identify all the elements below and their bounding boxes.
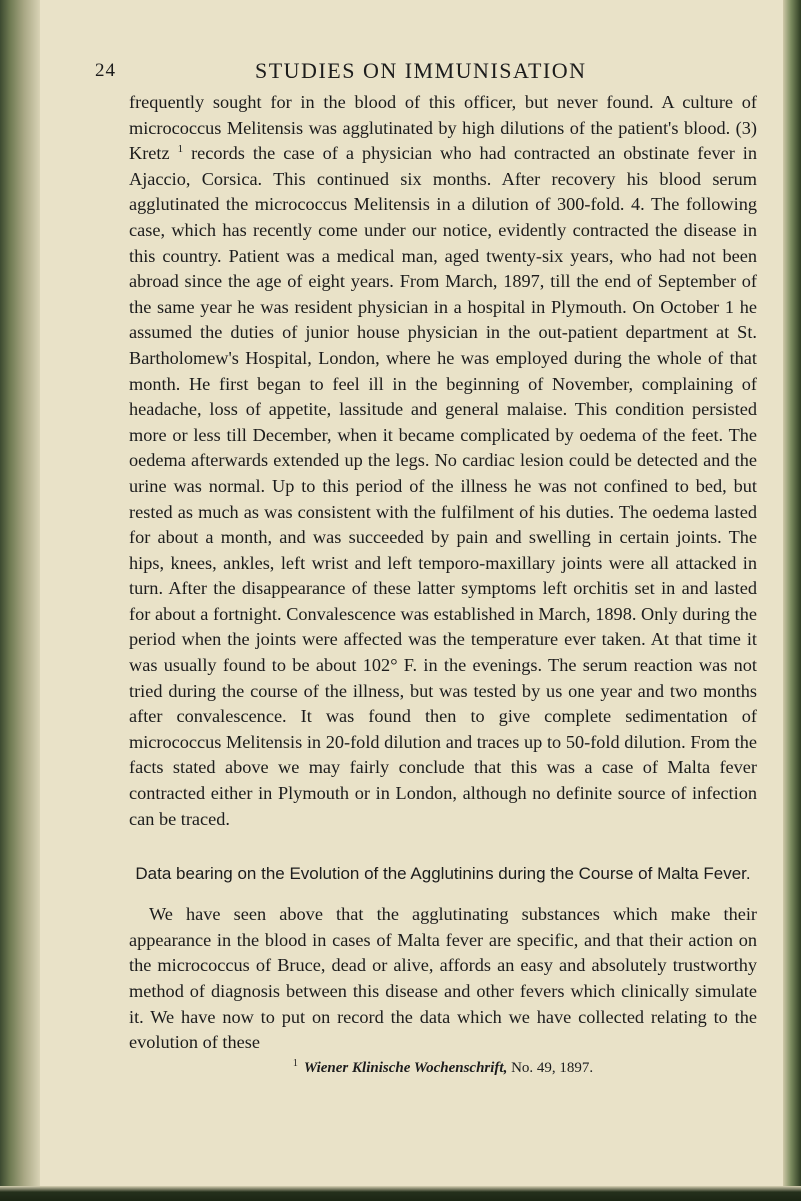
paragraph-text-part: records the case of a physician who had contracted an obstinate fever in Ajaccio, Corsica. This continued six months. After recovery his blood serum agglutinated the micrococcus Melitensis in a dilution of 300-fold. 4. The following case, which has recently come under our notice, evidently contracted the disease in this country. Patient was a medical man, aged twenty-six years, who had not been abroad since the age of eight years. From March, 1897, till the end of September of the same year he was resident physician in a hospital in Plymouth. On October 1 he assumed the duties of junior house physician in the out-patient department at St. Bartholomew's Hospital, London, where he was employed during the whole of that month. He first began to feel ill in the beginning of November, complaining of headache, loss of appetite, lassitude and general malaise. This condition persisted more or less till December, when it became complicated by oedema of the feet. The oedema afterwards extended up the legs. No cardiac lesion could be detected and the urine was normal. Up to this period of the illness he was not confined to bed, but rested as much as was consistent with the fulfilment of his duties. The oedema lasted for about a month, and was succeeded by pain and swelling in certain joints. The hips, knees, ankles, left wrist and left temporo-maxillary joints were all attacked in turn. After the disappearance of these latter symptoms left orchitis set in and lasted for about a fortnight. Convalescence was established in March, 1898. Only during the period when the joints were affected was the temperature ever taken. At that time it was usually found to be about 102° F. in the evenings. The serum reaction was not tried during the course of the illness, but was tested by us one year and two months after convalescence. It was found then to give complete sedimentation of micrococcus Melitensis in 20-fold dilution and traces up to 50-fold dilution. From the facts stated above we may fairly conclude that this was a case of Malta fever contracted either in Plymouth or in London, although no definite source of infection can be traced. — [129, 143, 757, 829]
footnote-reference: 1 — [177, 143, 184, 156]
paragraph-text-part: frequently sought for in the blood of this officer, but never found. A culture of micrococcus Melitensis was agglutinated by high dilutions of the patient's blood. (3) Kretz — [129, 92, 757, 164]
page-number: 24 — [95, 60, 116, 81]
book-binding-right — [783, 0, 801, 1201]
running-title: STUDIES ON IMMUNISATION — [255, 58, 587, 83]
paragraph-agglutinins: We have seen above that the agglutinating substances which make their appearance in the blood in cases of Malta fever are specific, and that their action on the micrococcus of Bruce, dead or alive, affords an easy and absolutely trustworthy method of diagnosis between this disease and other fevers which clinically simulate it. We have now to put on record the data which we have collected relating to the evolution of these — [129, 904, 757, 1053]
running-head — [95, 50, 775, 90]
footnote-citation: No. 49, 1897. — [511, 1059, 594, 1076]
footnote-journal: Wiener Klinische Wochenschrift, — [303, 1059, 508, 1076]
paragraph-case-reports — [129, 90, 757, 832]
section-heading: Data bearing on the Evolution of the Agglutinins during the Course of Malta Fever. — [135, 864, 751, 884]
book-binding-left — [0, 0, 40, 1201]
page-bottom-edge — [0, 1186, 801, 1201]
footnote — [129, 1057, 757, 1077]
page-content — [95, 50, 775, 1077]
footnote-marker: 1 — [292, 1057, 298, 1069]
